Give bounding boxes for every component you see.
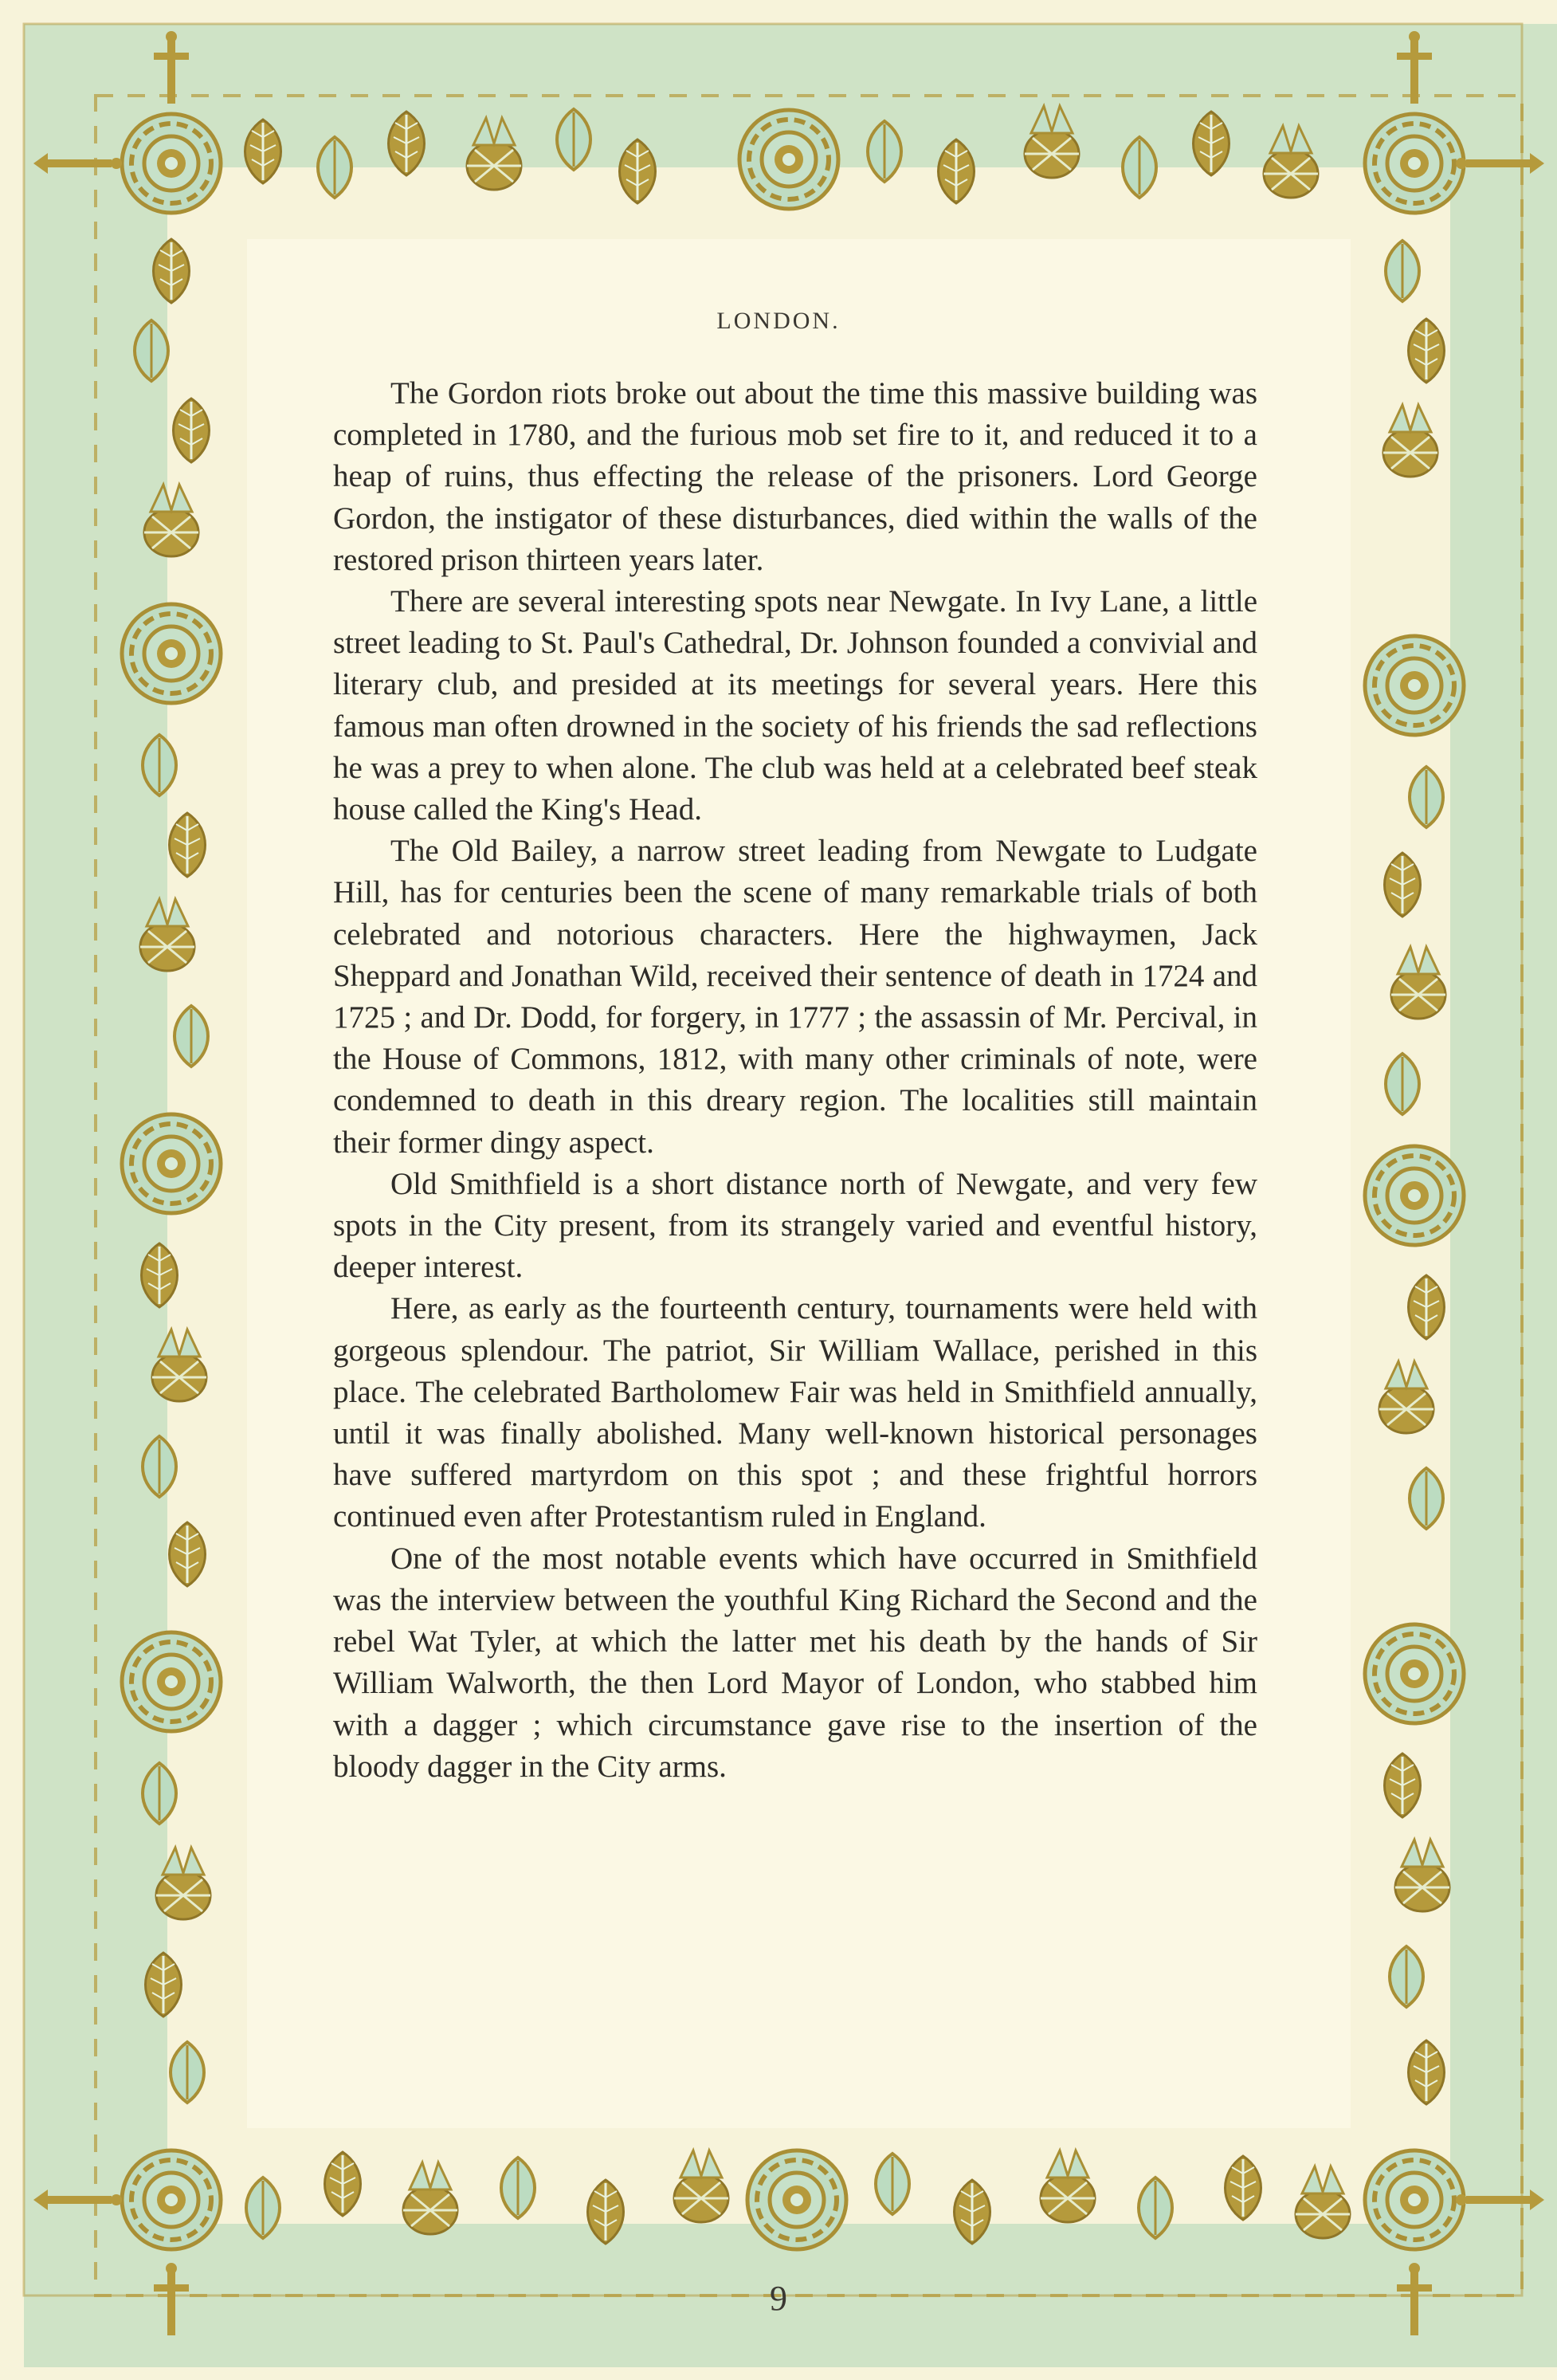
paragraph: The Old Bailey, a narrow street leading from Newgate to Ludgate Hill, has for centuries been the scene of many remarkable trials of both celebrated and notorious characters. Here the highwaymen, Jack Sheppard and Jonathan Wild, received their sentence of death in 1724 and 1725 ; and Dr. Dodd, for forgery, in 1777 ; the assassin of Mr. Percival, in the House of Commons, 1812, with many other criminals of note, were condemned to death in this dreary region. The localities still maintain their former dingy aspect. [333,834,1257,1160]
paragraph: Here, as early as the fourteenth century, tournaments were held with gorgeous splendour. The patriot, Sir William Wallace, perished in this place. The celebrated Bartholomew Fair was held in Smithfield annually, until it was finally abolished. Many well-known historical personages have suffered martyrdom on this spot ; and these frightful horrors continued even after Protestantism ruled in England. [333,1291,1257,1534]
paragraph: Old Smithfield is a short distance north of Newgate, and very few spots in the City present, from its strangely varied and eventful history, deeper interest. [333,1166,1257,1285]
paragraph: One of the most notable events which have occurred in Smithfield was the interview between the youthful King Richard the Second and the rebel Wat Tyler, at which the latter met his death by the hands of Sir William Walworth, the then Lord Mayor of London, who stabbed him with a dagger ; which circumstance gave rise to the insertion of the bloody dagger in the City arms. [333,1541,1257,1784]
paragraph: The Gordon riots broke out about the time this massive building was completed in 1780, and the furious mob set fire to it, and reduced it to a heap of ruins, thus effecting the release of the prisoners. Lord George Gordon, the instigator of these disturbances, died within the walls of the restored prison thirteen years later. [333,376,1257,577]
page-number: 9 [770,2279,787,2318]
body-text [333,373,1257,1788]
paragraph: There are several interesting spots near Newgate. In Ivy Lane, a little street leading to St. Paul's Cathedral, Dr. Johnson founded a convivial and literary club, and presided at its meetings for several years. Here this famous man often drowned in the society of his friends the sad reflections he was a prey to when alone. The club was held at a celebrated beef steak house called the King's Head. [333,584,1257,827]
right-border-motifs [1365,241,1464,2104]
running-header: LONDON. [716,308,841,334]
